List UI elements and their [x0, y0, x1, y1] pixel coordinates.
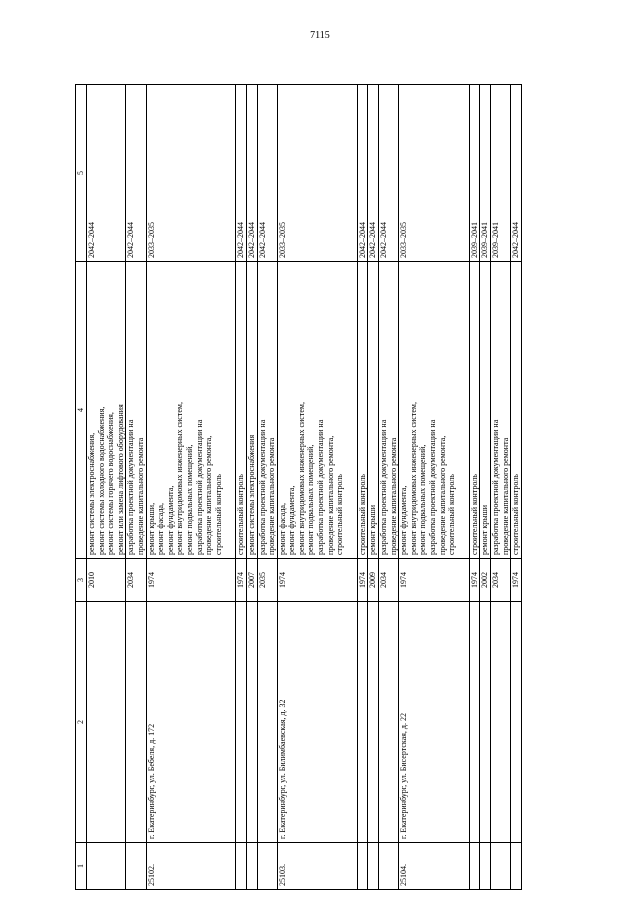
page-number: 7115 [310, 30, 330, 41]
header-col-1: 1 [76, 843, 87, 890]
work-cell [246, 262, 257, 559]
period-cell: 2039–2041 [469, 85, 480, 262]
work-line: ремонт подвальных помещений, [306, 444, 316, 555]
work-line: строительный контроль [469, 474, 479, 555]
year-cell: 2002 [480, 559, 491, 602]
work-line: ремонт фасада, [277, 503, 287, 555]
table-body [87, 85, 522, 890]
table-row [399, 85, 470, 890]
work-line: строительный контроль [357, 474, 367, 555]
work-line: ремонт системы холодного водоснабжения, [96, 406, 106, 555]
work-cell [399, 262, 470, 559]
table-row [246, 85, 257, 890]
address-cell [469, 602, 480, 843]
period-cell: 2042–2044 [379, 85, 399, 262]
year-cell: 2007 [246, 559, 257, 602]
period-cell: 2042–2044 [368, 85, 379, 262]
period-cell: 2039–2041 [490, 85, 510, 262]
work-line: ремонт фундамента, [287, 485, 297, 555]
period-cell: 2042–2044 [257, 85, 277, 262]
year-cell: 2034 [126, 559, 146, 602]
work-cell [277, 262, 357, 559]
work-cell [469, 262, 480, 559]
period-cell: 2042–2044 [236, 85, 247, 262]
row-number [87, 843, 126, 890]
table-row [146, 85, 236, 890]
table-row [469, 85, 480, 890]
header-col-4: 4 [76, 262, 87, 559]
row-number [379, 843, 399, 890]
address-cell [379, 602, 399, 843]
work-line: ремонт системы горячего водоснабжения, [106, 412, 116, 555]
work-line: разработка проектной документации на [257, 419, 267, 555]
year-cell: 1974 [357, 559, 368, 602]
row-number [257, 843, 277, 890]
rotated-table-wrapper [75, 85, 590, 890]
table-row [277, 85, 357, 890]
work-line: ремонт внутридомовых инженерных систем, [296, 402, 306, 555]
work-cell [236, 262, 247, 559]
work-line: ремонт фундамента, [399, 485, 409, 555]
work-cell [480, 262, 491, 559]
row-number [469, 843, 480, 890]
header-col-3: 3 [76, 559, 87, 602]
address-cell: г. Екатеринбург, ул. Бисертская, д. 22 [399, 602, 470, 843]
period-cell: 2033–2035 [277, 85, 357, 262]
header-col-2: 2 [76, 602, 87, 843]
work-line: строительный контроль [335, 474, 345, 555]
period-cell: 2042–2044 [87, 85, 126, 262]
row-number: 25103. [277, 843, 357, 890]
work-cell [146, 262, 236, 559]
address-cell: г. Екатеринбург, ул. Билимбаевская, д. 32 [277, 602, 357, 843]
table-row [357, 85, 368, 890]
table-row [236, 85, 247, 890]
address-cell [357, 602, 368, 843]
address-cell [511, 602, 522, 843]
period-cell: 2042–2044 [511, 85, 522, 262]
work-cell [126, 262, 146, 559]
period-cell: 2042–2044 [126, 85, 146, 262]
address-cell [368, 602, 379, 843]
blank-line [345, 265, 357, 555]
work-line: ремонт крыши, [146, 502, 156, 555]
header-row [76, 85, 87, 890]
work-line: ремонт фундамента, [165, 485, 175, 555]
year-cell: 1974 [469, 559, 480, 602]
work-line: ремонт крыши [368, 504, 378, 555]
work-line: ремонт подвальных помещений, [418, 444, 428, 555]
row-number [357, 843, 368, 890]
period-cell: 2042–2044 [246, 85, 257, 262]
work-line: проведение капитального ремонта, [204, 435, 214, 555]
work-line: разработка проектной документации на [379, 419, 389, 555]
work-line: строительный контроль [213, 474, 223, 555]
work-line: строительный контроль [447, 474, 457, 555]
work-cell [87, 262, 126, 559]
row-number: 25102. [146, 843, 236, 890]
work-cell [368, 262, 379, 559]
year-cell: 2034 [379, 559, 399, 602]
work-line: проведение капитального ремонта [135, 437, 145, 555]
year-cell: 1974 [236, 559, 247, 602]
address-cell [126, 602, 146, 843]
row-number: 25104. [399, 843, 470, 890]
work-cell [379, 262, 399, 559]
period-cell: 2033–2035 [146, 85, 236, 262]
work-line: разработка проектной документации на [316, 419, 326, 555]
work-line: ремонт или замена лифтового оборудования [115, 404, 125, 555]
row-number [511, 843, 522, 890]
table-row [490, 85, 510, 890]
address-cell [257, 602, 277, 843]
address-cell [246, 602, 257, 843]
work-line: ремонт внутридомовых инженерных систем, [175, 402, 185, 555]
work-line: проведение капитального ремонта [388, 437, 398, 555]
blank-line [223, 265, 235, 555]
year-cell: 1974 [399, 559, 470, 602]
work-line: ремонт подвальных помещений, [184, 444, 194, 555]
work-cell [490, 262, 510, 559]
work-line: проведение капитального ремонта [267, 437, 277, 555]
work-line: разработка проектной документации на [126, 419, 136, 555]
capital-repair-table [75, 84, 522, 890]
work-line: ремонт системы электроснабжения, [87, 432, 96, 555]
year-cell: 2035 [257, 559, 277, 602]
row-number [236, 843, 247, 890]
work-line: ремонт крыши [480, 504, 490, 555]
header-col-5: 5 [76, 85, 87, 262]
period-cell: 2039–2041 [480, 85, 491, 262]
work-line: ремонт фасада, [156, 503, 166, 555]
table-row [511, 85, 522, 890]
work-cell [511, 262, 522, 559]
year-cell: 2009 [368, 559, 379, 602]
work-cell [357, 262, 368, 559]
row-number [368, 843, 379, 890]
year-cell: 1974 [511, 559, 522, 602]
row-number [490, 843, 510, 890]
work-line: ремонт внутридомовых инженерных систем, [408, 402, 418, 555]
table-row [126, 85, 146, 890]
year-cell: 1974 [277, 559, 357, 602]
table-row [257, 85, 277, 890]
table-row [480, 85, 491, 890]
year-cell: 1974 [146, 559, 236, 602]
address-cell: г. Екатеринбург, ул. Бебеля, д. 172 [146, 602, 236, 843]
period-cell: 2033–2035 [399, 85, 470, 262]
address-cell [87, 602, 126, 843]
blank-line [457, 265, 469, 555]
year-cell: 2034 [490, 559, 510, 602]
address-cell [490, 602, 510, 843]
table-row [368, 85, 379, 890]
work-line: разработка проектной документации на [490, 419, 500, 555]
address-cell [236, 602, 247, 843]
table-row [87, 85, 126, 890]
period-cell: 2042–2044 [357, 85, 368, 262]
work-line: разработка проектной документации на [428, 419, 437, 555]
row-number [480, 843, 491, 890]
work-line: проведение капитального ремонта, [325, 435, 335, 555]
work-line: ремонт системы электроснабжения [246, 434, 256, 555]
work-cell [257, 262, 277, 559]
row-number [246, 843, 257, 890]
work-line: проведение капитального ремонта, [437, 435, 447, 555]
table-row [379, 85, 399, 890]
year-cell: 2010 [87, 559, 126, 602]
work-line: проведение капитального ремонта [500, 437, 510, 555]
row-number [126, 843, 146, 890]
work-line: строительный контроль [236, 474, 246, 555]
address-cell [480, 602, 491, 843]
work-line: строительный контроль [511, 474, 521, 555]
work-line: разработка проектной документации на [194, 419, 204, 555]
